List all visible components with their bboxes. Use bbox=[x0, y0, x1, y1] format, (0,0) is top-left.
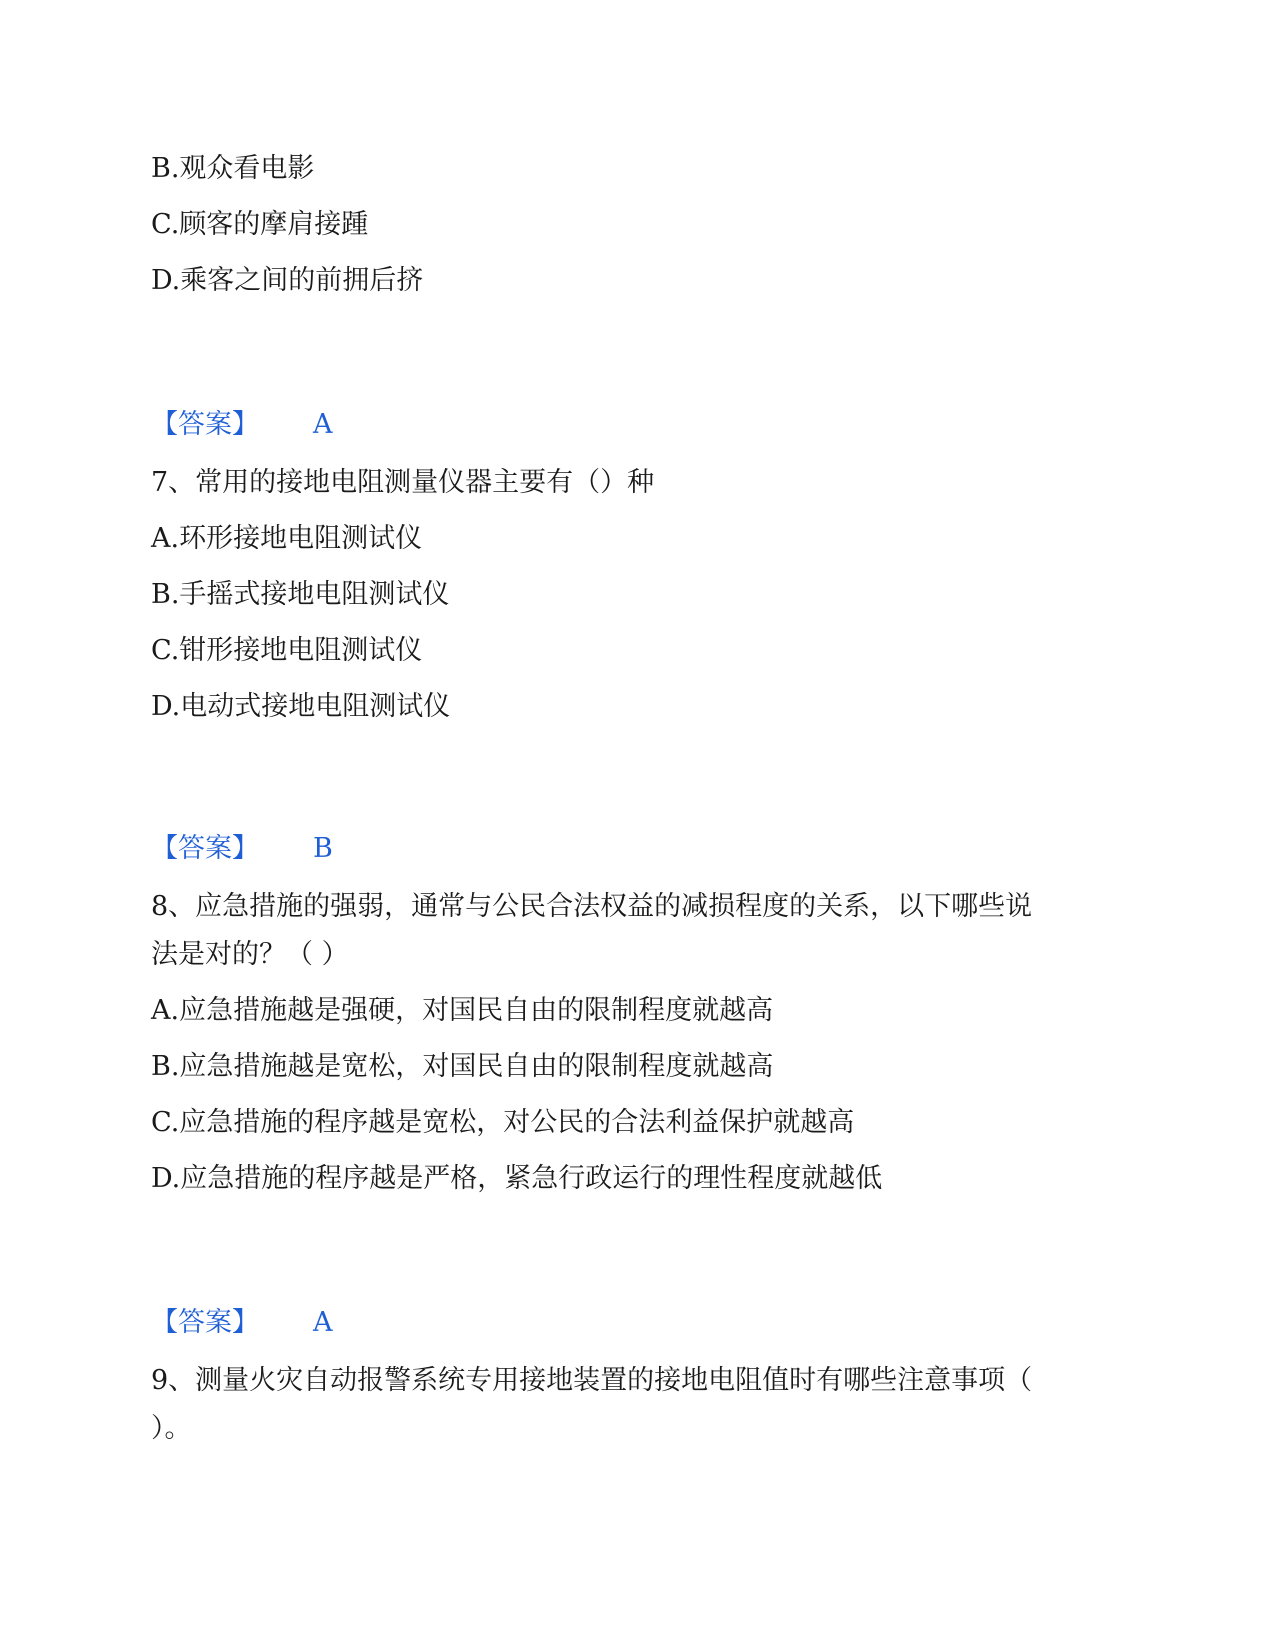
answer-label: 【答案】 bbox=[151, 1307, 259, 1338]
q8-option-b: B.应急措施越是宽松，对国民自由的限制程度就越高 bbox=[151, 1051, 774, 1082]
question-8-line-2: 法是对的？（ ） bbox=[151, 939, 349, 970]
q8-option-d: D.应急措施的程序越是严格，紧急行政运行的理性程度就越低 bbox=[151, 1163, 883, 1194]
answer-value: A bbox=[313, 1307, 333, 1338]
answer-label: 【答案】 bbox=[151, 833, 259, 864]
q7-option-a: A.环形接地电阻测试仪 bbox=[151, 523, 423, 554]
question-8-line-1: 8、应急措施的强弱，通常与公民合法权益的减损程度的关系，以下哪些说 bbox=[151, 891, 1033, 922]
q7-option-d: D.电动式接地电阻测试仪 bbox=[151, 691, 451, 722]
answer-line bbox=[151, 1306, 333, 1340]
answer-label: 【答案】 bbox=[151, 409, 259, 440]
question-9-line-1: 9、测量火灾自动报警系统专用接地装置的接地电阻值时有哪些注意事项（ bbox=[151, 1365, 1033, 1396]
option-b: B.观众看电影 bbox=[151, 153, 315, 184]
answer-value: A bbox=[313, 409, 333, 440]
q7-option-c: C.钳形接地电阻测试仪 bbox=[151, 635, 423, 666]
q7-option-b: B.手摇式接地电阻测试仪 bbox=[151, 579, 450, 610]
q8-option-a: A.应急措施越是强硬，对国民自由的限制程度就越高 bbox=[151, 995, 774, 1026]
question-9-line-2: ）。 bbox=[151, 1413, 192, 1444]
option-d: D.乘客之间的前拥后挤 bbox=[151, 265, 424, 296]
option-c: C.顾客的摩肩接踵 bbox=[151, 209, 369, 240]
answer-line bbox=[151, 408, 333, 442]
q8-option-c: C.应急措施的程序越是宽松，对公民的合法利益保护就越高 bbox=[151, 1107, 855, 1138]
answer-value: B bbox=[313, 833, 333, 864]
question-7: 7、常用的接地电阻测量仪器主要有（）种 bbox=[151, 467, 655, 498]
answer-line bbox=[151, 832, 333, 866]
